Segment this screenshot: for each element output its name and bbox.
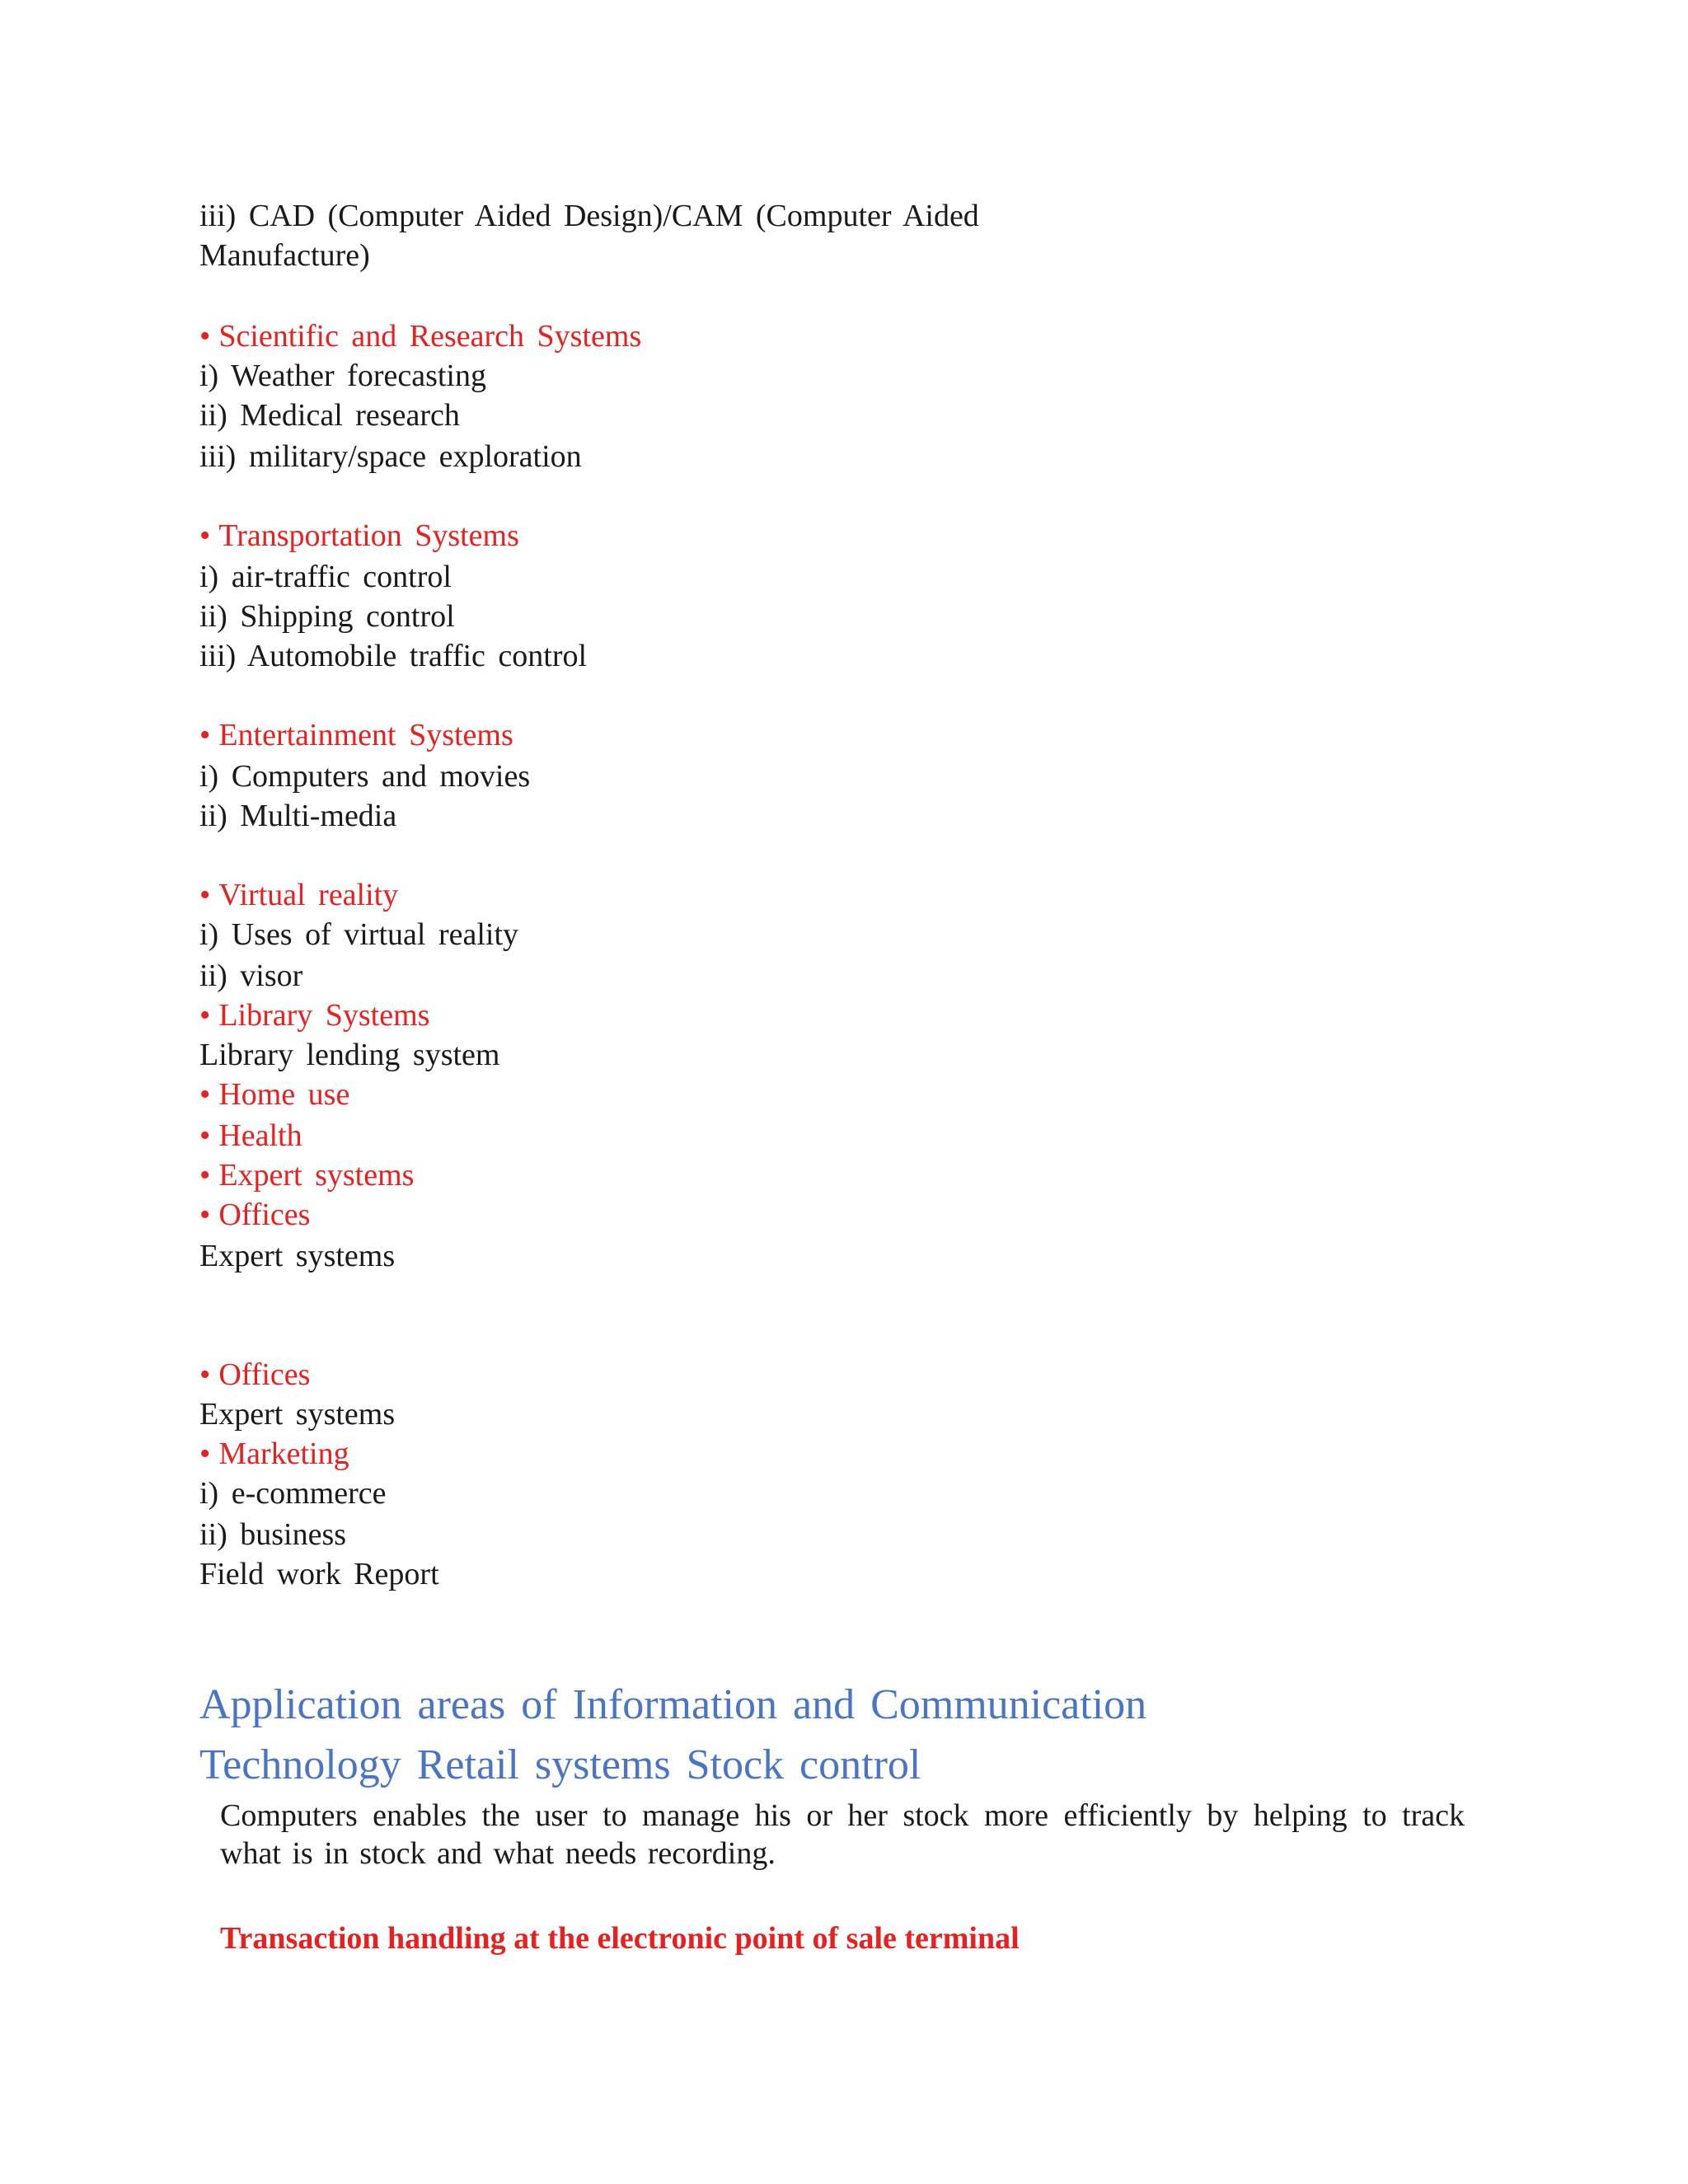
heading-virtual-reality-text: Virtual reality: [218, 878, 399, 912]
list-item: Library lending system: [199, 1038, 500, 1072]
list-item: i) Uses of virtual reality: [199, 917, 519, 952]
heading-health-text: Health: [218, 1118, 302, 1153]
list-item: ii) business: [199, 1517, 347, 1552]
list-item: ii) visor: [199, 958, 303, 993]
cad-item-line-1: iii) CAD (Computer Aided Design)/CAM (Computer Aided: [199, 199, 979, 233]
bullet-icon: •: [199, 1357, 211, 1392]
bullet-icon: •: [199, 998, 211, 1033]
heading-transportation: [199, 516, 519, 555]
section-title-line-2: Technology Retail systems Stock control: [199, 1741, 921, 1788]
bullet-icon: •: [199, 878, 211, 912]
list-item: iii) military/space exploration: [199, 439, 582, 474]
section-subheading: Transaction handling at the electronic point of sale terminal: [220, 1921, 1020, 1956]
bullet-icon: •: [199, 1197, 211, 1232]
heading-transportation-text: Transportation Systems: [218, 518, 519, 553]
heading-offices-1: [199, 1195, 310, 1235]
heading-library-text: Library Systems: [218, 998, 430, 1033]
list-item: i) air-traffic control: [199, 560, 452, 594]
bullet-icon: •: [199, 319, 211, 354]
bullet-icon: •: [199, 1436, 211, 1471]
list-item: ii) Multi-media: [199, 799, 397, 833]
heading-offices-1-text: Offices: [218, 1197, 311, 1232]
section-paragraph: Computers enables the user to manage his or her stock more efficiently by helping to track what is in stock and what needs recording.: [220, 1798, 1465, 1871]
heading-entertainment: [199, 715, 513, 755]
heading-entertainment-text: Entertainment Systems: [218, 718, 513, 752]
heading-offices-2-text: Offices: [218, 1357, 311, 1392]
cad-item-line-2: Manufacture): [199, 238, 370, 273]
list-item: i) e-commerce: [199, 1476, 387, 1511]
heading-marketing-text: Marketing: [218, 1436, 349, 1471]
heading-marketing: [199, 1434, 349, 1474]
list-item: Expert systems: [199, 1239, 396, 1273]
heading-scientific-text: Scientific and Research Systems: [218, 319, 642, 354]
bullet-icon: •: [199, 1158, 211, 1193]
heading-virtual-reality: [199, 875, 398, 915]
heading-offices-2: [199, 1355, 310, 1394]
list-item: ii) Shipping control: [199, 599, 455, 634]
bullet-icon: •: [199, 1118, 211, 1153]
list-item: Field work Report: [199, 1557, 439, 1591]
heading-expert-systems-text: Expert systems: [218, 1158, 415, 1193]
heading-health: [199, 1116, 302, 1155]
section-title-line-1: Application areas of Information and Communication: [199, 1681, 1147, 1728]
heading-home-use: [199, 1075, 349, 1114]
list-item: i) Computers and movies: [199, 759, 531, 794]
list-item: ii) Medical research: [199, 398, 460, 433]
heading-scientific: [199, 316, 641, 356]
bullet-icon: •: [199, 718, 211, 752]
bullet-icon: •: [199, 1077, 211, 1112]
heading-home-use-text: Home use: [218, 1077, 350, 1112]
list-item: Expert systems: [199, 1397, 396, 1432]
list-item: i) Weather forecasting: [199, 359, 486, 393]
heading-library: [199, 996, 429, 1035]
bullet-icon: •: [199, 518, 211, 553]
heading-expert-systems: [199, 1155, 414, 1195]
list-item: iii) Automobile traffic control: [199, 639, 588, 673]
